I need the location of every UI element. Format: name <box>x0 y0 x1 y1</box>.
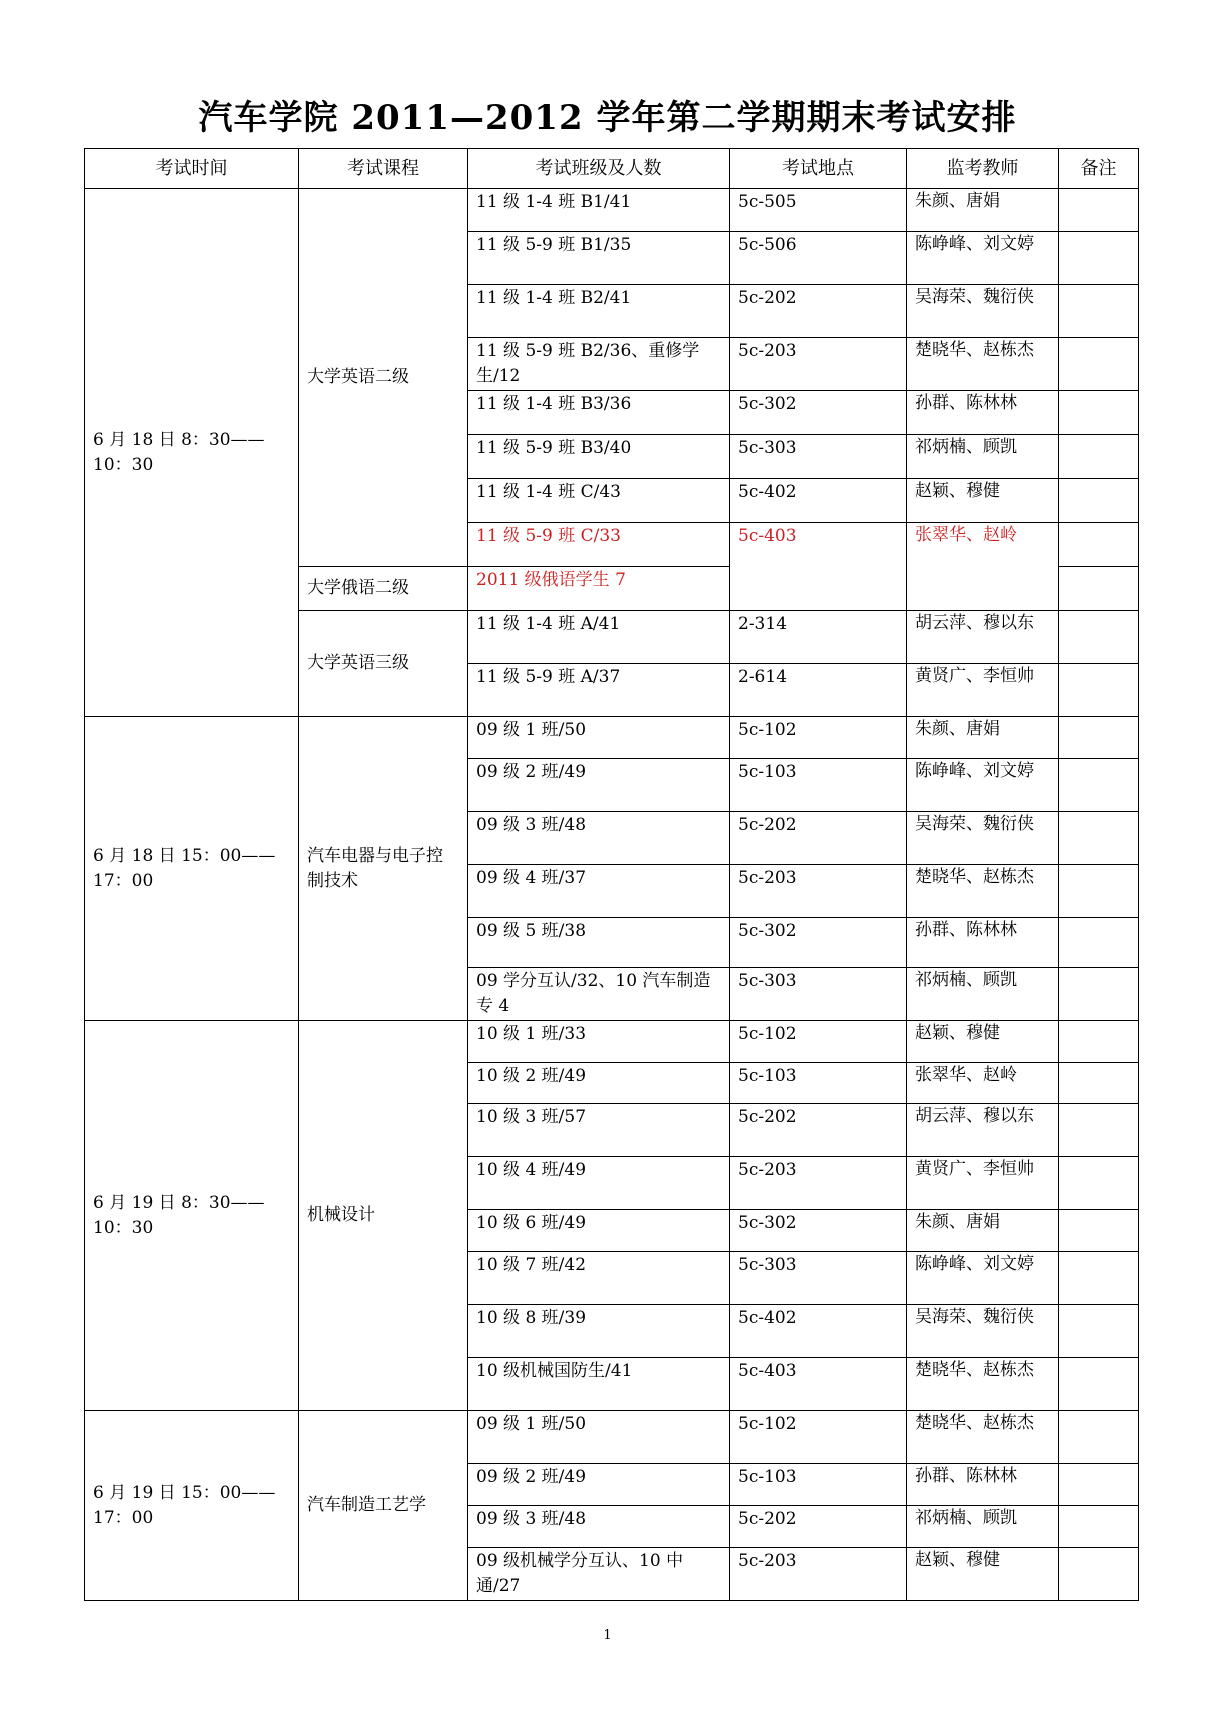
page-title: 汽车学院 2011—2012 学年第二学期期末考试安排 <box>198 98 1017 138</box>
exam-location-cell: 5c-203 <box>730 865 907 918</box>
exam-class-cell: 09 级 2 班/49 <box>468 759 730 812</box>
exam-location-cell: 5c-202 <box>730 285 907 338</box>
exam-location-cell: 5c-102 <box>730 1411 907 1464</box>
exam-location-cell: 5c-403 <box>730 523 907 611</box>
exam-class-cell: 09 级机械学分互认、10 中通/27 <box>468 1548 730 1601</box>
proctor-cell: 胡云萍、穆以东 <box>907 611 1059 664</box>
note-cell <box>1059 338 1139 391</box>
proctor-cell: 黄贤广、李恒帅 <box>907 1157 1059 1210</box>
exam-schedule-table <box>84 148 1139 1601</box>
note-cell <box>1059 479 1139 523</box>
note-cell <box>1059 523 1139 567</box>
exam-class-cell: 11 级 5-9 班 B1/35 <box>468 232 730 285</box>
proctor-cell: 祁炳楠、顾凯 <box>907 968 1059 1021</box>
proctor-cell: 孙群、陈林林 <box>907 391 1059 435</box>
header-proctor: 监考教师 <box>907 149 1059 189</box>
note-cell <box>1059 1104 1139 1157</box>
proctor-cell: 楚晓华、赵栋杰 <box>907 865 1059 918</box>
note-cell <box>1059 1358 1139 1411</box>
proctor-cell: 吴海荣、魏衍侠 <box>907 1305 1059 1358</box>
exam-class-cell: 11 级 1-4 班 B1/41 <box>468 189 730 232</box>
header-class: 考试班级及人数 <box>468 149 730 189</box>
exam-class-cell: 11 级 1-4 班 A/41 <box>468 611 730 664</box>
note-cell <box>1059 717 1139 759</box>
note-cell <box>1059 865 1139 918</box>
exam-class-cell: 11 级 1-4 班 C/43 <box>468 479 730 523</box>
exam-location-cell: 5c-202 <box>730 1506 907 1548</box>
exam-class-cell: 10 级机械国防生/41 <box>468 1358 730 1411</box>
exam-location-cell: 5c-202 <box>730 812 907 865</box>
table-row <box>85 189 1139 232</box>
proctor-cell: 陈峥峰、刘文婷 <box>907 232 1059 285</box>
exam-location-cell: 5c-203 <box>730 338 907 391</box>
proctor-cell: 楚晓华、赵栋杰 <box>907 1358 1059 1411</box>
note-cell <box>1059 968 1139 1021</box>
exam-class-cell: 10 级 4 班/49 <box>468 1157 730 1210</box>
exam-location-cell: 5c-303 <box>730 435 907 479</box>
proctor-cell: 朱颜、唐娟 <box>907 1210 1059 1252</box>
proctor-cell: 胡云萍、穆以东 <box>907 1104 1059 1157</box>
proctor-cell: 黄贤广、李恒帅 <box>907 664 1059 717</box>
header-time: 考试时间 <box>85 149 299 189</box>
exam-location-cell: 5c-505 <box>730 189 907 232</box>
exam-location-cell: 5c-103 <box>730 1063 907 1104</box>
header-course: 考试课程 <box>299 149 468 189</box>
exam-location-cell: 5c-302 <box>730 391 907 435</box>
note-cell <box>1059 1548 1139 1601</box>
exam-class-cell: 09 级 5 班/38 <box>468 918 730 968</box>
exam-class-cell: 10 级 1 班/33 <box>468 1021 730 1063</box>
note-cell <box>1059 611 1139 664</box>
proctor-cell: 吴海荣、魏衍侠 <box>907 285 1059 338</box>
header-note: 备注 <box>1059 149 1139 189</box>
exam-location-cell: 5c-103 <box>730 759 907 812</box>
note-cell <box>1059 189 1139 232</box>
exam-course-cell: 大学英语三级 <box>299 611 468 717</box>
exam-location-cell: 5c-303 <box>730 968 907 1021</box>
proctor-cell: 吴海荣、魏衍侠 <box>907 812 1059 865</box>
note-cell <box>1059 918 1139 968</box>
note-cell <box>1059 1305 1139 1358</box>
note-cell <box>1059 435 1139 479</box>
exam-location-cell: 2-314 <box>730 611 907 664</box>
exam-class-cell: 2011 级俄语学生 7 <box>468 567 730 611</box>
exam-class-cell: 09 级 1 班/50 <box>468 1411 730 1464</box>
note-cell <box>1059 232 1139 285</box>
note-cell <box>1059 1210 1139 1252</box>
exam-class-cell: 09 级 3 班/48 <box>468 812 730 865</box>
proctor-cell: 朱颜、唐娟 <box>907 189 1059 232</box>
exam-location-cell: 5c-203 <box>730 1157 907 1210</box>
exam-course-cell: 机械设计 <box>299 1021 468 1411</box>
exam-location-cell: 5c-202 <box>730 1104 907 1157</box>
exam-class-cell: 11 级 5-9 班 B3/40 <box>468 435 730 479</box>
exam-location-cell: 5c-302 <box>730 918 907 968</box>
proctor-cell: 赵颖、穆健 <box>907 1021 1059 1063</box>
exam-location-cell: 5c-102 <box>730 1021 907 1063</box>
proctor-cell: 祁炳楠、顾凯 <box>907 435 1059 479</box>
exam-location-cell: 2-614 <box>730 664 907 717</box>
exam-location-cell: 5c-402 <box>730 479 907 523</box>
exam-class-cell: 10 级 8 班/39 <box>468 1305 730 1358</box>
exam-class-cell: 09 级 3 班/48 <box>468 1506 730 1548</box>
proctor-cell: 楚晓华、赵栋杰 <box>907 338 1059 391</box>
exam-class-cell: 10 级 3 班/57 <box>468 1104 730 1157</box>
proctor-cell: 张翠华、赵岭 <box>907 523 1059 611</box>
proctor-cell: 陈峥峰、刘文婷 <box>907 1252 1059 1305</box>
note-cell <box>1059 759 1139 812</box>
exam-class-cell: 09 级 2 班/49 <box>468 1464 730 1506</box>
exam-location-cell: 5c-203 <box>730 1548 907 1601</box>
exam-location-cell: 5c-403 <box>730 1358 907 1411</box>
proctor-cell: 楚晓华、赵栋杰 <box>907 1411 1059 1464</box>
note-cell <box>1059 1411 1139 1464</box>
note-cell <box>1059 391 1139 435</box>
note-cell <box>1059 285 1139 338</box>
note-cell <box>1059 1252 1139 1305</box>
exam-time-cell: 6 月 19 日 8：30——10：30 <box>85 1021 299 1411</box>
exam-course-cell: 大学俄语二级 <box>299 567 468 611</box>
exam-class-cell: 11 级 5-9 班 B2/36、重修学生/12 <box>468 338 730 391</box>
note-cell <box>1059 1063 1139 1104</box>
note-cell <box>1059 812 1139 865</box>
note-cell <box>1059 1021 1139 1063</box>
proctor-cell: 赵颖、穆健 <box>907 1548 1059 1601</box>
exam-class-cell: 09 学分互认/32、10 汽车制造专 4 <box>468 968 730 1021</box>
note-cell <box>1059 664 1139 717</box>
exam-class-cell: 10 级 7 班/42 <box>468 1252 730 1305</box>
proctor-cell: 赵颖、穆健 <box>907 479 1059 523</box>
proctor-cell: 陈峥峰、刘文婷 <box>907 759 1059 812</box>
note-cell <box>1059 1464 1139 1506</box>
exam-class-cell: 10 级 6 班/49 <box>468 1210 730 1252</box>
exam-time-cell: 6 月 19 日 15：00——17：00 <box>85 1411 299 1601</box>
note-cell <box>1059 1157 1139 1210</box>
proctor-cell: 祁炳楠、顾凯 <box>907 1506 1059 1548</box>
exam-class-cell: 09 级 1 班/50 <box>468 717 730 759</box>
exam-location-cell: 5c-506 <box>730 232 907 285</box>
proctor-cell: 朱颜、唐娟 <box>907 717 1059 759</box>
exam-class-cell: 11 级 5-9 班 A/37 <box>468 664 730 717</box>
header-location: 考试地点 <box>730 149 907 189</box>
exam-class-cell: 11 级 5-9 班 C/33 <box>468 523 730 567</box>
table-row <box>85 717 1139 759</box>
exam-course-cell: 汽车制造工艺学 <box>299 1411 468 1601</box>
exam-location-cell: 5c-302 <box>730 1210 907 1252</box>
exam-course-cell: 汽车电器与电子控制技术 <box>299 717 468 1021</box>
exam-class-cell: 11 级 1-4 班 B3/36 <box>468 391 730 435</box>
header-row <box>85 149 1139 189</box>
note-cell <box>1059 567 1139 611</box>
exam-location-cell: 5c-103 <box>730 1464 907 1506</box>
exam-location-cell: 5c-303 <box>730 1252 907 1305</box>
exam-class-cell: 11 级 1-4 班 B2/41 <box>468 285 730 338</box>
exam-class-cell: 09 级 4 班/37 <box>468 865 730 918</box>
proctor-cell: 孙群、陈林林 <box>907 1464 1059 1506</box>
exam-location-cell: 5c-402 <box>730 1305 907 1358</box>
exam-location-cell: 5c-102 <box>730 717 907 759</box>
exam-class-cell: 10 级 2 班/49 <box>468 1063 730 1104</box>
table-row <box>85 1411 1139 1464</box>
page-number: 1 <box>603 1628 612 1643</box>
exam-time-cell: 6 月 18 日 8：30——10：30 <box>85 189 299 717</box>
exam-time-cell: 6 月 18 日 15：00——17：00 <box>85 717 299 1021</box>
exam-course-cell: 大学英语二级 <box>299 189 468 567</box>
table-row <box>85 1021 1139 1063</box>
proctor-cell: 孙群、陈林林 <box>907 918 1059 968</box>
note-cell <box>1059 1506 1139 1548</box>
proctor-cell: 张翠华、赵岭 <box>907 1063 1059 1104</box>
